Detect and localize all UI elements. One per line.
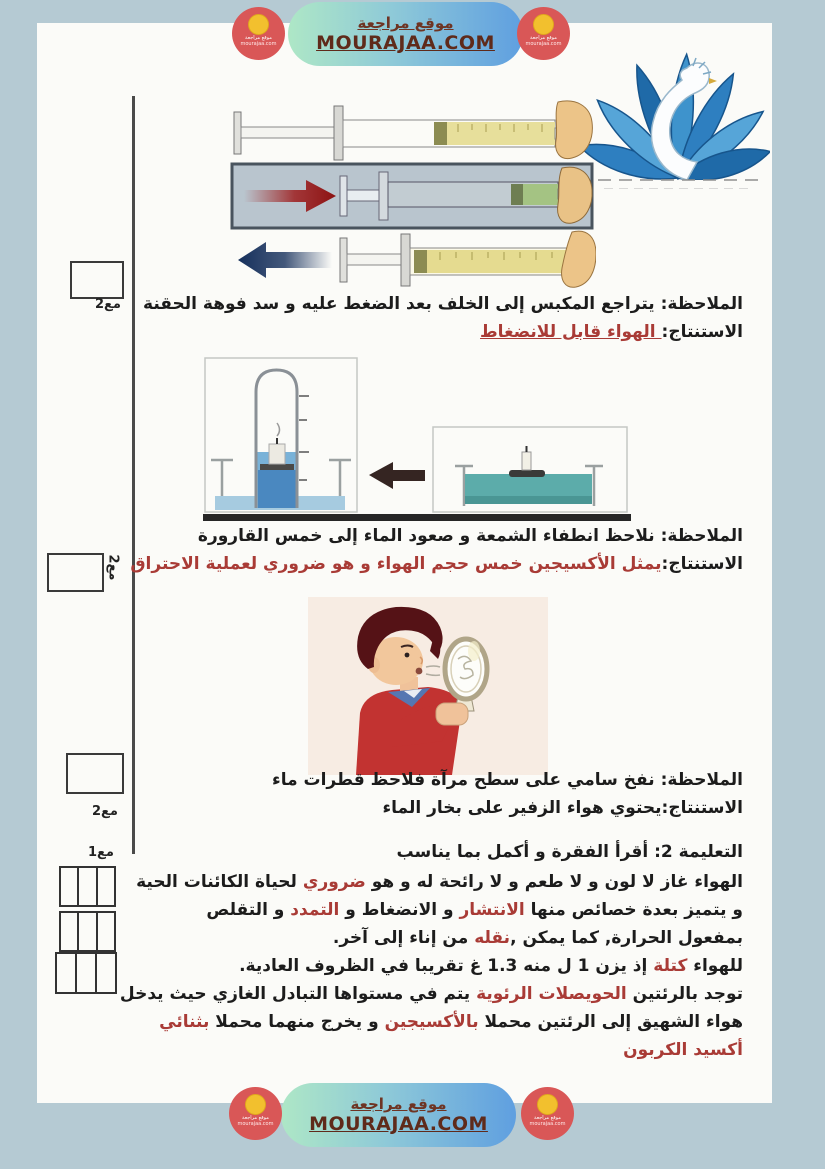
site-badge-left-footer <box>229 1087 282 1140</box>
paragraph-line-2: و يتميز بعدة خصائص منها الانتشار و الانضغاط و التمدد و التقلص <box>206 900 743 920</box>
site-url: MOURAJAA.COM <box>309 1113 488 1135</box>
site-badge-right <box>517 7 570 60</box>
badge-logo-icon <box>537 1094 558 1115</box>
syringe-row-initial <box>234 101 592 160</box>
figure-baseline <box>203 514 631 521</box>
observation-label: الملاحظة: <box>660 294 743 314</box>
illegible-caption-underline <box>604 188 754 189</box>
tube-over-candle <box>211 370 351 510</box>
observation-line-2: الملاحظة: نلاحظ انطفاء الشمعة و صعود الماء إلى خمس القارورة <box>197 526 743 546</box>
conclusion-label: الاستنتاج: <box>661 554 743 574</box>
observation-line-3: الملاحظة: نفخ سامي على سطح مرآة فلاحظ قطرات ماء <box>272 770 743 790</box>
thumb-blocking-tip <box>562 231 596 287</box>
paragraph-line-3: بمفعول الحرارة, كما يمكن ,نقله من إناء إلى آخر. <box>332 928 743 948</box>
exercise-title: التعليمة 2: أقرأ الفقرة و أكمل بما يناسب <box>396 842 743 862</box>
score-box-1 <box>70 261 124 299</box>
badge-site-name: موقع مراجعة <box>242 1115 269 1121</box>
badge-site-name: موقع مراجعة <box>245 35 272 41</box>
conclusion-line-1: الاستنتاج: الهواء قابل للانضغاط <box>480 322 743 342</box>
answer-grid-2 <box>59 911 116 952</box>
badge-logo-icon <box>248 14 269 35</box>
observation-label: الملاحظة: <box>660 526 743 546</box>
syringe-row-rebound <box>238 231 596 287</box>
paragraph-line-6: هواء الشهيق إلى الرئتين محملا بالأكسيجين و يخرج منهما محملا بثنائي <box>159 1012 743 1032</box>
site-badge-left <box>232 7 285 60</box>
conclusion-label: الاستنتاج: <box>661 798 743 818</box>
site-badge-right-footer <box>521 1087 574 1140</box>
paragraph-line-7: أكسيد الكربون <box>623 1040 743 1060</box>
rebound-arrow-icon <box>238 242 332 278</box>
paragraph-line-4: للهواء كتلة إذ يزن 1 ل منه 1.3 غ تقريبا في الظروف العادية. <box>239 956 743 976</box>
smoke-wisp <box>277 423 280 436</box>
observation-line-1: الملاحظة: يتراجع المكبس إلى الخلف بعد الضغط عليه و سد فوهة الحقنة <box>143 294 743 314</box>
sequence-arrow-icon <box>369 462 425 489</box>
badge-logo-icon <box>245 1094 266 1115</box>
badge-site-url: mourajaa.com <box>237 1121 274 1127</box>
badge-site-name: موقع مراجعة <box>530 35 557 41</box>
margin-rule-line <box>132 96 135 854</box>
candle-experiment-figure <box>203 356 631 524</box>
paragraph-line-5: توجد بالرئتين الحويصلات الرئوية يتم في مستواها التبادل الغازي حيث يدخل <box>119 984 743 1004</box>
syringe-row-compressed <box>232 164 592 228</box>
score-box-2 <box>47 553 104 592</box>
conclusion-line-3: الاستنتاج:يحتوي هواء الزفير على بخار الماء <box>382 798 743 818</box>
conclusion-label: الاستنتاج: <box>661 322 743 342</box>
score-box-4-label: مع1 <box>88 845 114 860</box>
floating-candle-tray <box>455 446 603 506</box>
paragraph-line-1: الهواء غاز لا لون و لا طعم و لا رائحة له و هو ضروري لحياة الكائنات الحية <box>136 872 743 892</box>
score-box-3 <box>66 753 124 794</box>
score-box-2-label: مع2 <box>105 554 121 581</box>
badge-site-url: mourajaa.com <box>240 41 277 47</box>
site-url: MOURAJAA.COM <box>316 32 495 54</box>
site-name-arabic: موقع مراجعة <box>350 1095 447 1113</box>
thumb-blocking-tip <box>556 101 593 159</box>
syringe-experiment-figure <box>228 92 596 292</box>
answer-grid-3 <box>55 952 117 994</box>
badge-logo-icon <box>533 14 554 35</box>
peacock-beak <box>709 78 717 84</box>
badge-site-url: mourajaa.com <box>529 1121 566 1127</box>
peacock-logo <box>575 30 770 180</box>
conclusion-line-2: الاستنتاج:يمثل الأكسيجين خمس حجم الهواء و هو ضروري لعملية الاحتراق <box>130 554 743 574</box>
answer-grid-1 <box>59 866 116 907</box>
tube-graduations <box>299 396 309 480</box>
score-box-3-label: مع2 <box>92 804 118 819</box>
site-name-arabic: موقع مراجعة <box>357 14 454 32</box>
footer-banner <box>281 1083 516 1147</box>
badge-site-url: mourajaa.com <box>525 41 562 47</box>
illegible-caption <box>598 179 763 181</box>
score-box-1-label: مع2 <box>95 297 121 312</box>
observation-label: الملاحظة: <box>660 770 743 790</box>
badge-site-name: موقع مراجعة <box>534 1115 561 1121</box>
header-banner <box>288 2 523 66</box>
boy-mirror-figure <box>308 597 548 775</box>
